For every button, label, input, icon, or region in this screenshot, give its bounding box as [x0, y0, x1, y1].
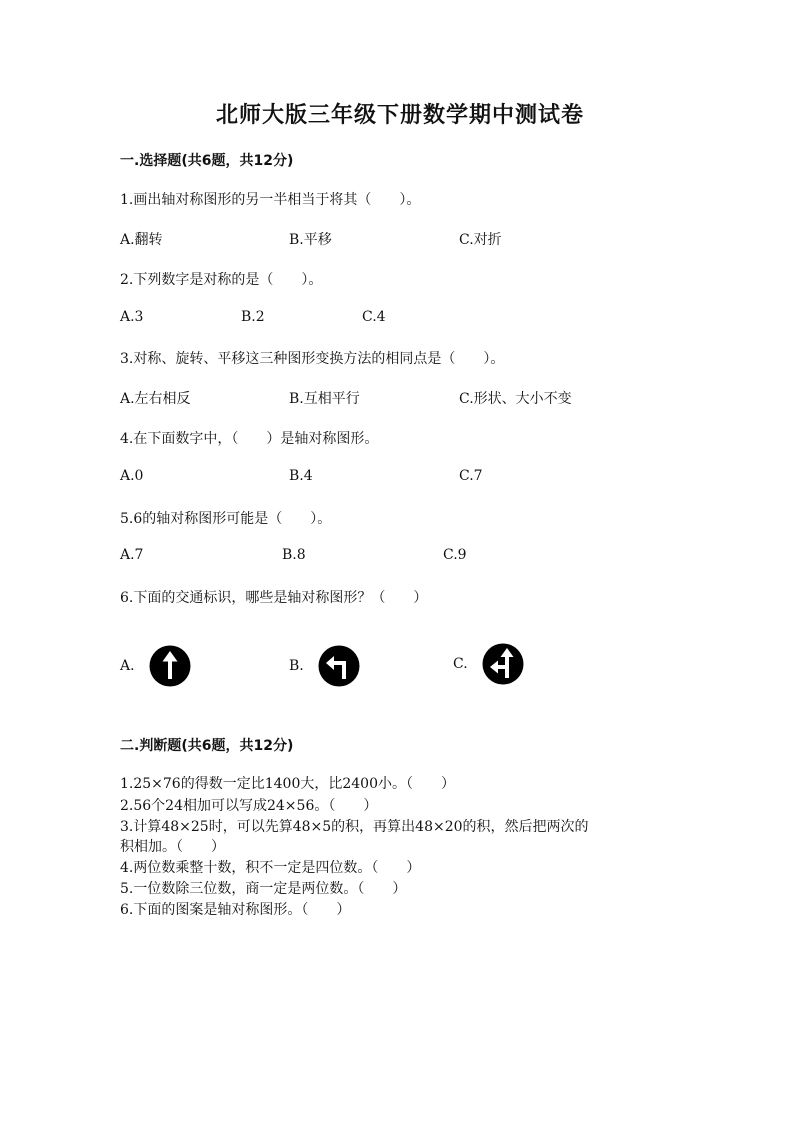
q1-option-c[interactable]: C.对折	[459, 232, 502, 248]
q6-option-b-label: B.	[289, 658, 304, 674]
q2-option-c[interactable]: C.4	[362, 309, 386, 325]
q2-option-b[interactable]: B.2	[241, 309, 265, 325]
question-1: 1.画出轴对称图形的另一半相当于将其（ ）。	[120, 192, 421, 208]
question-6: 6.下面的交通标识，哪些是轴对称图形？（ ）	[120, 590, 428, 606]
judgement-line-5: 5.一位数除三位数，商一定是两位数。（ ）	[120, 881, 407, 897]
turn-left-sign-icon	[318, 645, 360, 687]
section-heading-choice: 一.选择题(共6题，共12分)	[120, 153, 294, 169]
judgement-line-6: 6.下面的图案是轴对称图形。（ ）	[120, 902, 351, 918]
q6-option-c-label: C.	[453, 656, 468, 672]
judgement-line-2: 2.56个24相加可以写成24×56。（ ）	[120, 798, 378, 814]
left-split-sign-icon	[482, 643, 524, 685]
arrow-up-sign-icon	[149, 645, 191, 687]
q5-option-b[interactable]: B.8	[282, 547, 306, 563]
q1-option-b[interactable]: B.平移	[289, 232, 332, 248]
question-5: 5.6的轴对称图形可能是（ ）。	[120, 511, 332, 527]
q4-option-b[interactable]: B.4	[289, 468, 313, 484]
q6-option-a[interactable]	[120, 645, 191, 687]
q3-option-c[interactable]: C.形状、大小不变	[459, 391, 572, 407]
q6-option-b[interactable]	[289, 645, 360, 687]
q3-option-b[interactable]: B.互相平行	[289, 391, 360, 407]
judgement-line-3-continued: 积相加。（ ）	[120, 839, 225, 855]
q5-option-a[interactable]: A.7	[120, 547, 144, 563]
question-3: 3.对称、旋转、平移这三种图形变换方法的相同点是（ ）。	[120, 351, 505, 367]
q4-option-c[interactable]: C.7	[459, 468, 483, 484]
q6-option-a-label: A.	[120, 658, 135, 674]
judgement-line-4: 4.两位数乘整十数，积不一定是四位数。（ ）	[120, 860, 421, 876]
judgement-line-1: 1.25×76的得数一定比1400大，比2400小。（ ）	[120, 776, 455, 792]
question-4: 4.在下面数字中，（ ）是轴对称图形。	[120, 431, 379, 447]
judgement-line-3: 3.计算48×25时，可以先算48×5的积，再算出48×20的积，然后把两次的	[120, 819, 589, 835]
q4-option-a[interactable]: A.0	[120, 468, 144, 484]
q5-option-c[interactable]: C.9	[443, 547, 467, 563]
q1-option-a[interactable]: A.翻转	[120, 232, 163, 248]
q2-option-a[interactable]: A.3	[120, 309, 144, 325]
q6-option-c[interactable]	[453, 643, 524, 685]
question-2: 2.下列数字是对称的是（ ）。	[120, 272, 323, 288]
exam-title: 北师大版三年级下册数学期中测试卷	[215, 103, 584, 128]
section-heading-judgement: 二.判断题(共6题，共12分)	[120, 738, 294, 754]
q3-option-a[interactable]: A.左右相反	[120, 391, 191, 407]
